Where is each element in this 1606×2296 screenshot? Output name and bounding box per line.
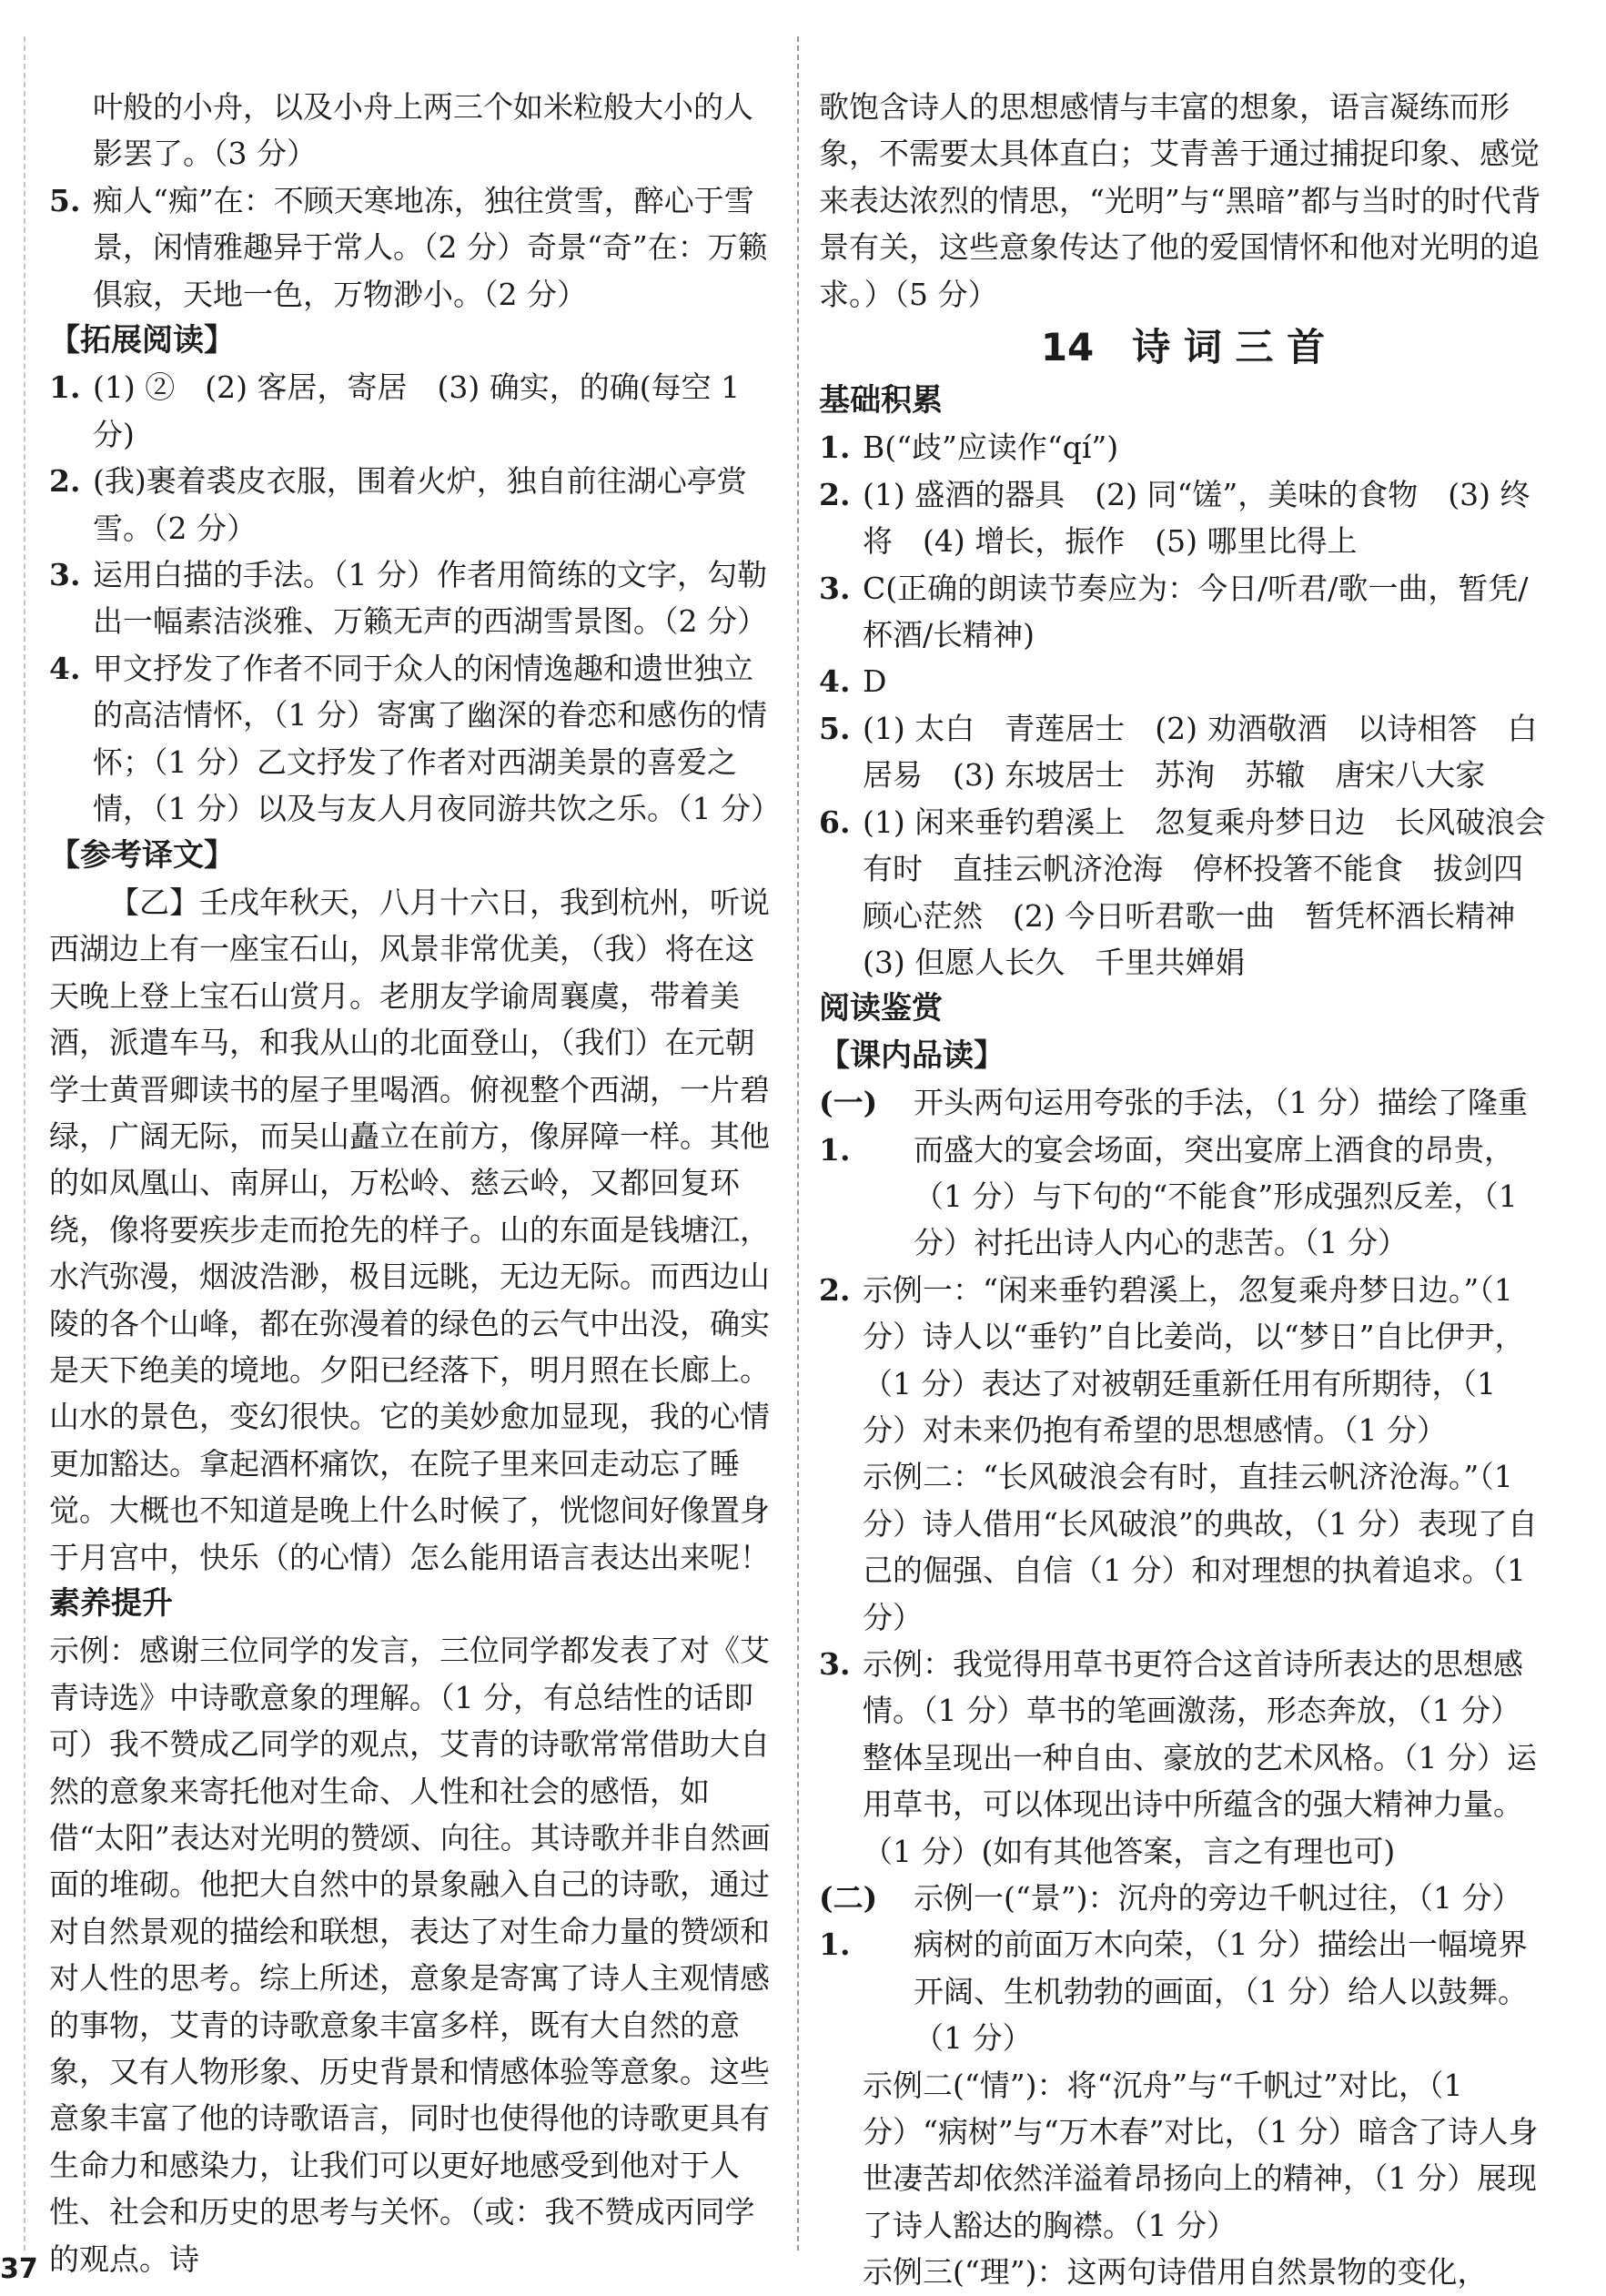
item-text: D [863, 663, 887, 700]
item-text: 开头两句运用夸张的手法，（1 分）描绘了隆重而盛大的宴会场面，突出宴席上酒食的昂贵，（1 分）与下句的“不能食”形成强烈反差，（1 分）衬托出诗人内心的悲苦。（1 分） [914, 1085, 1528, 1261]
item-text: 示例一：“闲来垂钓碧溪上，忽复乘舟梦日边。”（1 分）诗人以“垂钓”自比姜尚，以“梦日”自比伊尹，（1 分）表达了对被朝廷重新任用有所期待，（1 分）对未来仍抱有希望的思想感情。（1 分） [863, 1271, 1525, 1448]
item-number: 1. [49, 369, 81, 406]
answer-item [819, 1079, 1547, 1267]
item-number: (二) 1. [819, 1880, 878, 1963]
answer-item [49, 645, 781, 833]
item-number: 3. [819, 570, 851, 606]
answer-item [819, 424, 1547, 470]
item-text: 运用白描的手法。（1 分）作者用简练的文字，勾勒出一幅素洁淡雅、万籁无声的西湖雪景图。（2 分） [93, 557, 767, 640]
answer-item [49, 177, 777, 318]
column-divider [797, 36, 799, 2250]
translation-paragraph: 【乙】壬戌年秋天，八月十六日，我到杭州，听说西湖边上有一座宝石山，风景非常优美，（我）将在这天晚上登上宝石山赏月。老朋友学谕周襄虞，带着美酒，派遣车马，和我从山的北面登山，（我们）在元朝学士黄晋卿读书的屋子里喝酒。俯视整个西湖，一片碧绿，广阔无际，而吴山矗立在前方，像屏障一样。其他的如凤凰山、南屏山，万松岭、慈云岭，又都回复环绕，像将要疾步走而抢先的样子。山的东面是钱塘江，水汽弥漫，烟波浩渺，极目远眺，无边无际。而西边山陵的各个山峰，都在弥漫着的绿色的云气中出没，确实是天下绝美的境地。夕阳已经落下，明月照在长廊上。山水的景色，变幻很快。它的美妙愈加显现，我的心情更加豁达。拿起酒杯痛饮，在院子里来回走动忘了睡觉。大概也不知道是晚上什么时候了，恍惚间好像置身于月宫中，快乐（的心情）怎么能用语言表达出来呢！ [49, 884, 770, 1575]
item-number: 1. [819, 430, 851, 466]
item-number: 4. [819, 663, 851, 700]
item-number: 5. [819, 710, 851, 746]
left-column [49, 84, 781, 2282]
item-number: 3. [819, 1646, 851, 1682]
item-number: 3. [49, 557, 81, 593]
item-text: 示例：我觉得用草书更符合这首诗所表达的思想感情。（1 分）草书的笔画激荡，形态奔放，（1 分）整体呈现出一种自由、豪放的艺术风格。（1 分）运用草书，可以体现出诗中所蕴含的强大精神力量。（1 分）(如有其他答案，言之有理也可) [863, 1646, 1537, 1869]
item-text: (1) 闲来垂钓碧溪上 忽复乘舟梦日边 长风破浪会有时 直挂云帆济沧海 停杯投箸不能食 拔剑四顾心茫然 (2) 今日听君歌一曲 暂凭杯酒长精神 (3) 但愿人长久 千里共婵娟 [863, 804, 1546, 980]
section-heading: 素养提升 [49, 1585, 173, 1622]
answer-item [819, 1641, 1547, 1875]
section-heading: 【参考译文】 [49, 836, 235, 874]
answer-item [819, 1875, 1547, 2062]
answer-item [49, 551, 777, 645]
section-heading: 【拓展阅读】 [49, 322, 235, 359]
item-text: (1) 盛酒的器具 (2) 同“馐”，美味的食物 (3) 终将 (4) 增长，振作 (5) 哪里比得上 [863, 476, 1530, 560]
answer-item [819, 799, 1547, 986]
item-number: 5. [49, 182, 81, 218]
answer-item [819, 705, 1547, 799]
section-heading: 阅读鉴赏 [819, 990, 943, 1027]
answer-line: 示例三(“理”)：这两句诗借用自然景物的变化， [863, 2254, 1488, 2291]
item-text: C(正确的朗读节奏应为：今日/听君/歌一曲，暂凭/杯酒/长精神) [863, 570, 1529, 653]
answer-line: 示例二：“长风破浪会有时，直挂云帆济沧海。”（1 分）诗人借用“长风破浪”的典故，（1 分）表现了自己的倔强、自信（1 分）和对理想的执着追求。（1 分） [863, 1459, 1538, 1635]
item-number: 6. [819, 804, 851, 840]
item-number: 4. [49, 650, 81, 686]
item-text: (1) 太白 青莲居士 (2) 劝酒敬酒 以诗相答 白居易 (3) 东坡居士 苏洵 苏辙 唐宋八大家 [863, 710, 1538, 794]
item-text: B(“歧”应读作“qí”) [863, 430, 1119, 466]
item-text: 示例一(“景”)：沉舟的旁边千帆过往，（1 分）病树的前面万木向荣，（1 分）描绘出一幅境界开阔、生机勃勃的画面，（1 分）给人以鼓舞。（1 分） [914, 1880, 1528, 2057]
item-text: 甲文抒发了作者不同于众人的闲情逸趣和遗世独立的高洁情怀，（1 分）寄寓了幽深的眷恋和感伤的情怀；（1 分）乙文抒发了作者对西湖美景的喜爱之情，（1 分）以及与友人月夜同游共饮之乐。（1 分） [93, 650, 781, 827]
answer-item [819, 1267, 1547, 1454]
answer-item [819, 658, 1547, 704]
item-text: 痴人“痴”在：不顾天寒地冻，独往赏雪，醉心于雪景，闲情雅趣异于常人。（2 分）奇景“奇”在：万籁俱寂，天地一色，万物渺小。（2 分） [93, 182, 768, 312]
item-text: (1) ② (2) 客居，寄居 (3) 确实，的确(每空 1 分) [93, 369, 741, 452]
right-column [819, 84, 1547, 2296]
page-number: 37 [0, 2253, 38, 2285]
answer-item [49, 364, 777, 458]
answer-line: 叶般的小舟，以及小舟上两三个如米粒般大小的人影罢了。（3 分） [93, 89, 753, 172]
suyang-paragraph: 示例：感谢三位同学的发言，三位同学都发表了对《艾青诗选》中诗歌意象的理解。（1 分，有总结性的话即可）我不赞成乙同学的观点，艾青的诗歌常常借助大自然的意象来寄托他对生命、人性和社会的感悟，如借“太阳”表达对光明的赞颂、向往。其诗歌并非自然画面的堆砌。他把大自然中的景象融入自己的诗歌，通过对自然景观的描绘和联想，表达了对生命力量的赞颂和对人性的思考。综上所述，意象是寄寓了诗人主观情感的事物，艾青的诗歌意象丰富多样，既有大自然的意象，又有人物形象、历史背景和情感体验等意象。这些意象丰富了他的诗歌语言，同时也使得他的诗歌更具有生命力和感染力，让我们可以更好地感受到他对于人性、社会和历史的思考与关怀。（或：我不赞成丙同学的观点。诗 [49, 1633, 771, 2277]
margin-line [24, 36, 25, 2250]
lesson-title: 14 诗 词 三 首 [1040, 325, 1326, 370]
section-heading: 基础积累 [819, 382, 943, 420]
section-heading: 【课内品读】 [819, 1037, 1005, 1074]
answer-line: 示例二(“情”)：将“沉舟”与“千帆过”对比，（1 分）“病树”与“万木春”对比，（1 分）暗含了诗人身世凄苦却依然洋溢着昂扬向上的精神，（1 分）展现了诗人豁达的胸襟。（1 分） [863, 2067, 1539, 2243]
answer-item [819, 565, 1547, 659]
item-text: (我)裹着裘皮衣服，围着火炉，独自前往湖心亭赏雪。（2 分） [93, 463, 747, 546]
continued-text: 歌饱含诗人的思想感情与丰富的想象，语言凝练而形象，不需要太具体直白；艾青善于通过捕捉印象、感觉来表达浓烈的情思，“光明”与“黑暗”都与当时的时代背景有关，这些意象传达了他的爱国情怀和他对光明的追求。）（5 分） [819, 89, 1541, 312]
item-number: 2. [819, 1271, 851, 1308]
answer-item [49, 458, 777, 551]
item-number: (一) 1. [819, 1085, 878, 1168]
item-number: 2. [819, 476, 851, 512]
item-number: 2. [49, 463, 81, 500]
answer-item [819, 471, 1547, 565]
